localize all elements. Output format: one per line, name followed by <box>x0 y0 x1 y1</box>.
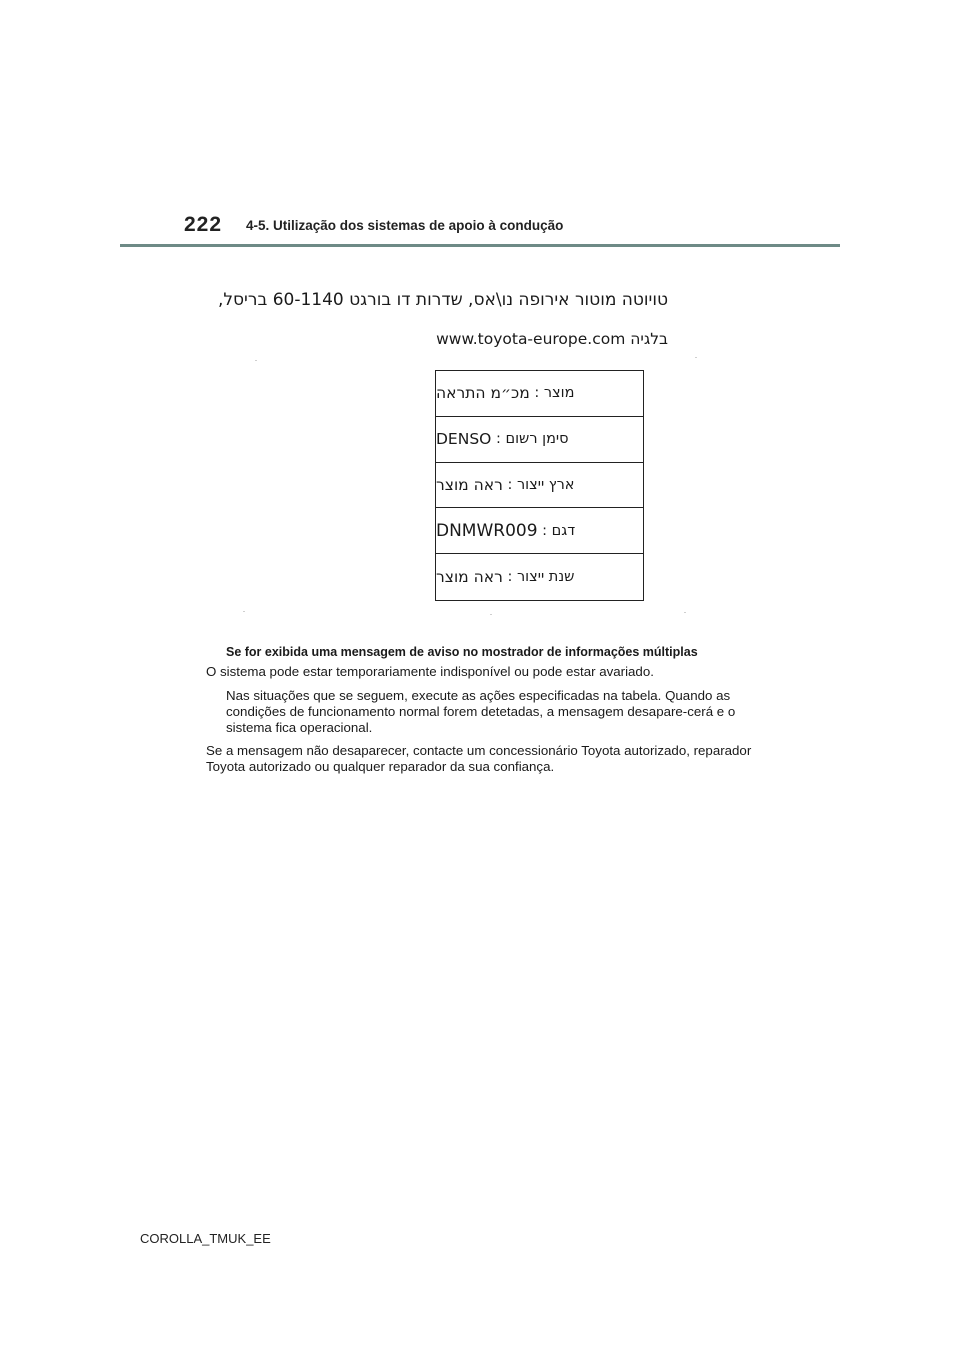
label-value: DENSO <box>436 430 492 449</box>
warning-heading: Se for exibida uma mensagem de aviso no mostrador de informações múltiplas <box>226 645 698 659</box>
label-key: ארץ ייצור : <box>507 476 575 493</box>
hebrew-website-line: בלגיה www.toyota-europe.com <box>436 330 668 348</box>
product-label-table <box>435 370 644 601</box>
label-row-year <box>436 554 643 600</box>
label-value: ראה מוצר <box>436 568 503 587</box>
label-key: סימן רשום : <box>495 431 569 448</box>
label-value: מכ״מ התראה <box>436 384 530 403</box>
label-row-model <box>436 508 643 554</box>
scan-speck <box>695 357 697 358</box>
label-row-product <box>436 371 643 417</box>
label-key: שנת ייצור : <box>507 569 575 586</box>
hebrew-address-line: טויוטה מוטור אירופה נו\אס, שדרות דו בורגט 60-1140 בריסל, <box>217 290 668 310</box>
label-key: דגם : <box>542 522 576 539</box>
header-rule <box>120 244 840 247</box>
label-row-origin <box>436 463 643 509</box>
scan-speck <box>243 611 245 612</box>
paragraph-situations: Nas situações que se seguem, execute as ações especificadas na tabela. Quando as condições de funcionamento normal forem detetadas, a mensagem desapare-cerá e o sistema fica operacional. <box>226 688 736 735</box>
label-value: ראה מוצר <box>436 475 503 494</box>
page-number: 222 <box>184 213 223 236</box>
label-key: מוצר : <box>534 385 575 402</box>
paragraph-system-unavailable: O sistema pode estar temporariamente indisponível ou pode estar avariado. <box>206 664 654 679</box>
label-row-brand <box>436 417 643 463</box>
section-title: 4-5. Utilização dos sistemas de apoio à condução <box>246 218 564 233</box>
scan-speck <box>684 612 686 613</box>
label-value: DNMWR009 <box>436 520 538 541</box>
paragraph-contact-dealer: Se a mensagem não desaparecer, contacte um concessionário Toyota autorizado, reparador Toyota autorizado ou qualquer reparador da sua confiança. <box>206 743 752 774</box>
footer-model-code: COROLLA_TMUK_EE <box>140 1231 271 1246</box>
scan-speck <box>490 614 492 615</box>
scan-speck <box>255 360 257 361</box>
